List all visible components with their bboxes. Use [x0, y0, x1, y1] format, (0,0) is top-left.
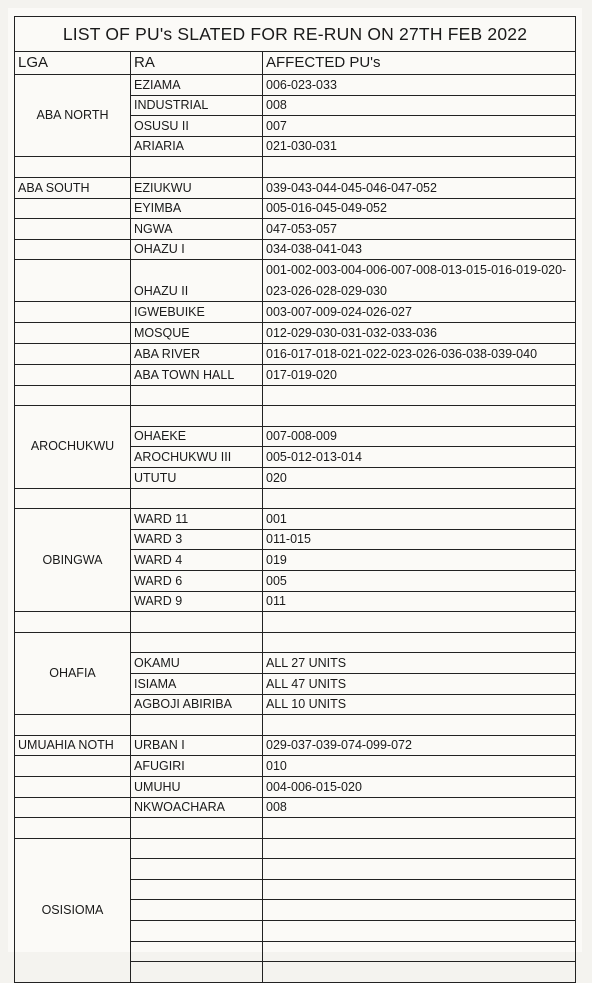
ra-cell: OKAMU — [131, 653, 263, 674]
pu-cell: 005-016-045-049-052 — [263, 198, 576, 219]
lga-cell: OSISIOMA — [15, 838, 131, 982]
pu-cell: ALL 27 UNITS — [263, 653, 576, 674]
lga-cell-empty — [15, 198, 131, 219]
ra-cell: NGWA — [131, 219, 263, 240]
table-row — [15, 756, 576, 777]
pu-cell: 007 — [263, 116, 576, 137]
pu-cell: 001 — [263, 509, 576, 530]
lga-cell-empty — [15, 302, 131, 323]
pu-cell: 005-012-013-014 — [263, 447, 576, 468]
pu-cell: 019 — [263, 550, 576, 571]
table-row — [15, 198, 576, 219]
pu-cell: 021-030-031 — [263, 136, 576, 157]
pu-cell: 008 — [263, 95, 576, 116]
spacer-row — [15, 612, 576, 633]
ra-cell: AROCHUKWU III — [131, 447, 263, 468]
pu-cell: 034-038-041-043 — [263, 239, 576, 260]
pu-cell: 003-007-009-024-026-027 — [263, 302, 576, 323]
ra-cell: MOSQUE — [131, 322, 263, 343]
ra-cell: ISIAMA — [131, 673, 263, 694]
table-row — [15, 302, 576, 323]
pu-cell: 011-015 — [263, 529, 576, 550]
pu-cell: 039-043-044-045-046-047-052 — [263, 177, 576, 198]
table-row — [15, 838, 576, 859]
header-ra: RA — [131, 52, 263, 75]
lga-cell-empty — [15, 797, 131, 818]
table-row — [15, 75, 576, 96]
pu-cell: 005 — [263, 570, 576, 591]
pu-cell: 004-006-015-020 — [263, 776, 576, 797]
spacer-row — [15, 818, 576, 839]
lga-cell-empty — [15, 239, 131, 260]
header-lga: LGA — [15, 52, 131, 75]
ra-cell: EZIUKWU — [131, 177, 263, 198]
table-row — [15, 239, 576, 260]
table-row — [15, 509, 576, 530]
ra-cell: AFUGIRI — [131, 756, 263, 777]
spacer-row — [15, 715, 576, 736]
pu-cell: 016-017-018-021-022-023-026-036-038-039-040 — [263, 343, 576, 365]
ra-cell: OHAEKE — [131, 426, 263, 447]
header-row — [15, 52, 576, 75]
lga-cell-empty — [15, 776, 131, 797]
pu-cell: ALL 47 UNITS — [263, 673, 576, 694]
ra-cell: WARD 4 — [131, 550, 263, 571]
ra-cell: AGBOJI ABIRIBA — [131, 694, 263, 715]
pu-cell: 012-029-030-031-032-033-036 — [263, 322, 576, 343]
pu-cell: 007-008-009 — [263, 426, 576, 447]
table-row — [15, 776, 576, 797]
ra-cell: URBAN I — [131, 735, 263, 756]
ra-cell: OHAZU II — [131, 260, 263, 302]
ra-cell: INDUSTRIAL — [131, 95, 263, 116]
lga-cell-empty — [15, 219, 131, 240]
ra-cell: EZIAMA — [131, 75, 263, 96]
table-row — [15, 260, 576, 302]
header-affected-pus: AFFECTED PU's — [263, 52, 576, 75]
lga-cell: ABA SOUTH — [15, 177, 131, 198]
ra-cell: OSUSU II — [131, 116, 263, 137]
pu-cell: 047-053-057 — [263, 219, 576, 240]
lga-cell: ABA NORTH — [15, 75, 131, 157]
ra-cell: IGWEBUIKE — [131, 302, 263, 323]
lga-cell-empty — [15, 260, 131, 302]
table-row — [15, 735, 576, 756]
pu-cell: 010 — [263, 756, 576, 777]
table-row — [15, 219, 576, 240]
ra-cell: EYIMBA — [131, 198, 263, 219]
lga-cell: UMUAHIA NOTH — [15, 735, 131, 756]
spacer-row — [15, 488, 576, 509]
pu-cell: ALL 10 UNITS — [263, 694, 576, 715]
ra-cell: ABA RIVER — [131, 343, 263, 365]
ra-cell: ABA TOWN HALL — [131, 365, 263, 386]
ra-cell: ARIARIA — [131, 136, 263, 157]
document-title: LIST OF PU's SLATED FOR RE-RUN ON 27TH FEB 2022 — [14, 16, 576, 51]
pu-cell: 029-037-039-074-099-072 — [263, 735, 576, 756]
ra-cell: UTUTU — [131, 468, 263, 489]
ra-cell: NKWOACHARA — [131, 797, 263, 818]
spacer-row — [15, 385, 576, 406]
lga-cell-empty — [15, 756, 131, 777]
lga-cell-empty — [15, 343, 131, 365]
ra-cell: WARD 6 — [131, 570, 263, 591]
table-row — [15, 365, 576, 386]
lga-cell-empty — [15, 322, 131, 343]
lga-cell: OHAFIA — [15, 632, 131, 714]
ra-cell: WARD 11 — [131, 509, 263, 530]
spacer-row — [15, 157, 576, 178]
table-row — [15, 797, 576, 818]
spacer-row — [15, 632, 576, 653]
ra-cell: UMUHU — [131, 776, 263, 797]
pu-rerun-document — [14, 16, 576, 983]
table-row — [15, 177, 576, 198]
pu-table — [14, 51, 576, 983]
ra-cell: WARD 9 — [131, 591, 263, 612]
spacer-row — [15, 406, 576, 427]
lga-cell-empty — [15, 365, 131, 386]
table-row — [15, 322, 576, 343]
pu-cell: 001-002-003-004-006-007-008-013-015-016-019-020-023-026-028-029-030 — [263, 260, 576, 302]
document-sheet — [8, 8, 582, 952]
ra-cell: WARD 3 — [131, 529, 263, 550]
lga-cell: OBINGWA — [15, 509, 131, 612]
pu-cell: 020 — [263, 468, 576, 489]
pu-cell: 006-023-033 — [263, 75, 576, 96]
table-row — [15, 343, 576, 365]
ra-cell: OHAZU I — [131, 239, 263, 260]
lga-cell: AROCHUKWU — [15, 406, 131, 488]
pu-cell: 008 — [263, 797, 576, 818]
pu-cell: 011 — [263, 591, 576, 612]
pu-cell: 017-019-020 — [263, 365, 576, 386]
